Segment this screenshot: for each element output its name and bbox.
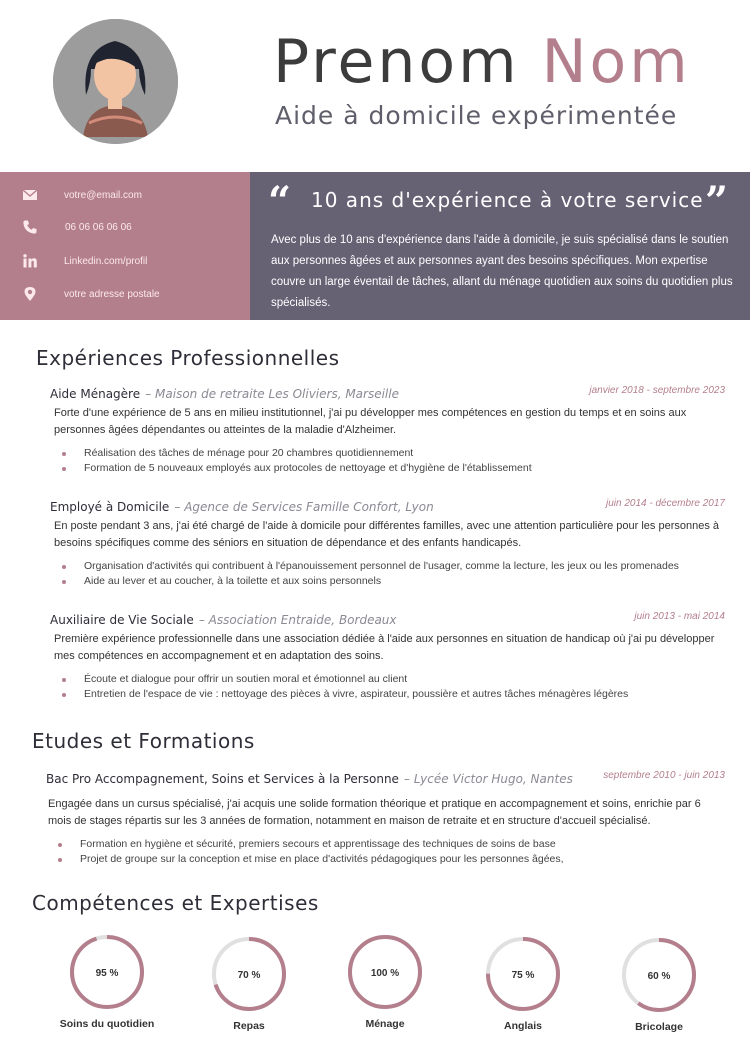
job-organization: Agence de Services Famille Confort, Lyon — [184, 500, 434, 514]
location-pin-icon — [22, 286, 38, 302]
job-entry — [50, 383, 725, 476]
job-separator: – — [174, 500, 185, 514]
job-role: Auxiliaire de Vie Sociale — [50, 613, 194, 627]
job-organization: Association Entraide, Bordeaux — [208, 613, 397, 627]
phone-icon — [22, 219, 38, 235]
job-role: Employé à Domicile — [50, 500, 170, 514]
skill-percent: 70 % — [237, 970, 261, 981]
skill-ring — [67, 932, 147, 1012]
skill-item — [52, 932, 162, 1030]
skill-percent: 100 % — [370, 968, 400, 979]
contact-address[interactable] — [0, 283, 250, 305]
job-bullets — [62, 672, 725, 702]
list-item: Formation en hygiène et sécurité, premiers secours et apprentissage des techniques de soins de base — [58, 837, 725, 852]
education-entry — [46, 768, 725, 867]
job-description: Forte d'une expérience de 5 ans en milieu institutionnel, j'ai pu développer mes compétences en gestion du temps et en soins aux personnes âgées dépendantes ou atteintes de la maladie d'Alzheimer. — [54, 407, 687, 436]
education-date: septembre 2010 - juin 2013 — [603, 770, 725, 781]
contact-linkedin-text: Linkedin.com/profil — [64, 255, 148, 267]
job-date: janvier 2018 - septembre 2023 — [589, 385, 725, 396]
skill-item — [604, 935, 714, 1033]
skill-ring — [619, 935, 699, 1015]
job-bullets — [62, 559, 725, 589]
list-item: Aide au lever et au coucher, à la toilette et aux soins personnels — [62, 574, 725, 589]
skill-item — [468, 934, 578, 1032]
job-separator: – — [145, 387, 156, 401]
job-header — [50, 383, 725, 399]
job-bullets — [62, 446, 725, 476]
skill-label: Soins du quotidien — [59, 1018, 155, 1030]
summary-title: 10 ans d'expérience à votre service — [311, 188, 704, 212]
skill-percent: 75 % — [511, 970, 535, 981]
skill-item — [330, 932, 440, 1030]
contact-email-text: votre@email.com — [64, 189, 142, 201]
full-name — [273, 27, 691, 97]
job-title: Aide à domicile expérimentée — [275, 101, 678, 130]
job-header — [50, 496, 725, 512]
skill-ring — [483, 934, 563, 1014]
last-name: Nom — [541, 27, 691, 97]
job-separator: – — [198, 613, 209, 627]
list-item: Entretien de l'espace de vie : nettoyage des pièces à vivre, aspirateur, poussière et autres tâches ménagères légères — [62, 687, 725, 702]
job-date: juin 2014 - décembre 2017 — [606, 498, 725, 509]
skill-percent: 95 % — [95, 968, 119, 979]
skills-section-title: Compétences et Expertises — [32, 891, 319, 915]
linkedin-icon — [22, 253, 38, 269]
list-item: Projet de groupe sur la conception et mise en place d'activités pédagogiques pour les personnes âgées, — [58, 852, 725, 867]
close-quote-icon: ” — [705, 178, 729, 225]
envelope-icon — [22, 187, 38, 203]
job-role: Aide Ménagère — [50, 387, 141, 401]
education-school: Lycée Victor Hugo, Nantes — [413, 772, 573, 786]
contact-address-text: votre adresse postale — [64, 288, 160, 300]
skill-label: Ménage — [365, 1018, 405, 1030]
job-date: juin 2013 - mai 2014 — [634, 611, 725, 622]
list-item: Formation de 5 nouveaux employés aux protocoles de nettoyage et d'hygiène de l'établissement — [62, 461, 725, 476]
open-quote-icon: “ — [268, 178, 292, 225]
list-item: Organisation d'activités qui contribuent à l'épanouissement personnel de l'usager, comme la lecture, les jeux ou les promenades — [62, 559, 725, 574]
job-header — [50, 609, 725, 625]
skill-label: Bricolage — [635, 1021, 683, 1033]
education-bullets — [58, 837, 725, 867]
job-entry — [50, 496, 725, 589]
list-item: Écoute et dialogue pour offrir un soutien moral et émotionnel au client — [62, 672, 725, 687]
contact-linkedin[interactable] — [0, 250, 250, 272]
list-item: Réalisation des tâches de ménage pour 20 chambres quotidiennement — [62, 446, 725, 461]
skill-label: Anglais — [504, 1020, 542, 1032]
education-description: Engagée dans un cursus spécialisé, j'ai acquis une solide formation théorique et pratique en accompagnement et soins, enrichie par 6 mois de stages répartis sur les 3 années de formation, notamment en maison de retraite et en structure d'accueil spécialisé. — [48, 798, 701, 827]
education-header — [46, 768, 725, 784]
education-section-title: Etudes et Formations — [32, 729, 255, 753]
avatar — [53, 19, 178, 144]
person-icon — [53, 19, 178, 144]
contact-phone-text: 06 06 06 06 06 — [65, 221, 132, 233]
job-description: Première expérience professionnelle dans une association dédiée à l'aide aux personnes en situation de handicap où j'ai pu développer mes compétences en accompagnement et en adaptation des soins. — [54, 633, 715, 662]
first-name: Prenom — [273, 27, 520, 97]
skill-ring — [209, 934, 289, 1014]
job-organization: Maison de retraite Les Oliviers, Marseille — [155, 387, 399, 401]
experience-section-title: Expériences Professionnelles — [36, 346, 340, 370]
skill-label: Repas — [233, 1020, 265, 1032]
contact-email[interactable] — [0, 184, 250, 206]
skill-percent: 60 % — [647, 971, 671, 982]
skill-ring — [345, 932, 425, 1012]
job-description: En poste pendant 3 ans, j'ai été chargé de l'aide à domicile pour différentes familles, avec une attention particulière pour les personnes à besoins spécifiques comme des séniors en situation de dépendance et des enfants handicapés. — [54, 520, 720, 549]
summary-text: Avec plus de 10 ans d'expérience dans l'aide à domicile, je suis spécialisé dans le soutien aux personnes âgées et aux personnes ayant des besoins spécifiques. Mon expertise couvre un large éventail de tâches, allant du ménage quotidien aux soins du quotidien plus spécialisés. — [271, 234, 733, 309]
job-entry — [50, 609, 725, 702]
education-separator: – — [404, 772, 414, 786]
skill-item — [194, 934, 304, 1032]
education-degree: Bac Pro Accompagnement, Soins et Services à la Personne — [46, 772, 399, 786]
contact-phone[interactable] — [0, 216, 250, 238]
